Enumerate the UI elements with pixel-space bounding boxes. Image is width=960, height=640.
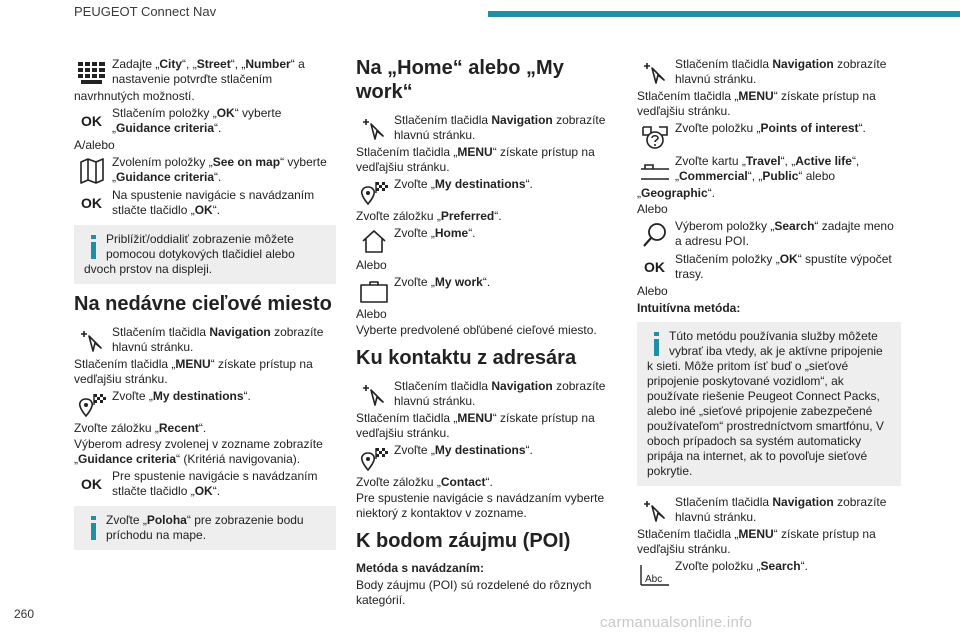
step-press-navigation: Stlačením tlačidla Navigation zobrazíte hlavnú stránku. xyxy=(74,324,336,356)
column-2 xyxy=(356,56,618,609)
select-contact-text: Pre spustenie navigácie s navádzaním vyberte niektorý z kontaktov v zozname. xyxy=(356,491,605,520)
heading-home-work: Na „Home“ alebo „My work“ xyxy=(356,57,564,103)
heading-recent-destination: Na nedávne cieľové miesto xyxy=(74,293,332,315)
navigation-icon xyxy=(74,325,109,356)
step-search-poi: Výberom položky „Search“ zadajte meno a adresu POI. xyxy=(637,218,901,250)
alebo-text: A/alebo xyxy=(74,138,115,152)
step-my-destinations: Zvoľte „My destinations“. xyxy=(74,388,336,420)
intuitive-method-label: Intuitívna metóda: xyxy=(637,301,741,315)
select-address-text: Výberom adresy zvolenej v zozname zobrazíte „Guidance criteria“ (Kritériá navigovania). xyxy=(74,437,323,466)
step-points-of-interest: Zvoľte položku „Points of interest“. xyxy=(637,120,901,152)
alebo-text: Alebo xyxy=(637,284,668,298)
home-icon xyxy=(356,226,391,257)
navigation-icon xyxy=(356,379,391,410)
heading-poi: K bodom záujmu (POI) xyxy=(356,530,571,552)
navigation-icon xyxy=(637,495,672,526)
alebo-text: Alebo xyxy=(356,258,387,272)
alebo-text: Alebo xyxy=(356,307,387,321)
step-category-tab: Zvoľte kartu „Travel“, „Active life“, „Commercial“, „Public“ alebo xyxy=(637,153,901,185)
info-note-position: Zvoľte „Poloha“ pre zobrazenie bodu príchodu na mape. xyxy=(74,506,336,550)
step-my-work: Zvoľte „My work“. xyxy=(356,274,618,306)
page-number: 260 xyxy=(14,607,35,621)
step-my-destinations: Zvoľte „My destinations“. xyxy=(356,176,618,208)
info-note-zoom: Priblížiť/oddialiť zobrazenie môžete pomocou dotykových tlačidiel alebo dvoch prstov na displeji. xyxy=(74,225,336,284)
destinations-icon xyxy=(356,443,391,474)
heading-contact: Ku kontaktu z adresára xyxy=(356,347,577,369)
header-accent-bar xyxy=(488,11,960,17)
info-icon xyxy=(87,235,101,259)
step-text: Zadajte „City“, „Street“, „Number“ a nastavenie potvrďte stlačením xyxy=(112,57,305,86)
destinations-icon xyxy=(74,389,109,420)
search-abc-icon xyxy=(637,559,672,590)
info-note-connection: Túto metódu používania služby môžete vybrať iba vtedy, ak je aktívne pripojenie k sieti. Môže pritom ísť buď o „sieťové pripojenie poskytované vozidlom“, ak používate riešenie Peugeot Connect Packs, alebo iné „sieťové pripojenie zabezpečené používateľom“ prostredníctvom smartfónu, V oboch prípadoch sa systém automaticky pripája na internet, ak to povoľuje sieťové pokrytie. xyxy=(637,322,901,486)
points-of-interest-icon xyxy=(637,121,672,152)
guided-method-label: Metóda s navádzaním: xyxy=(356,561,485,575)
map-icon xyxy=(74,155,109,186)
menu-text: Stlačením tlačidla „MENU“ získate prístup na vedľajšiu stránku. xyxy=(74,357,313,386)
navigation-icon xyxy=(356,113,391,144)
step-press-navigation: Stlačením tlačidla Navigation zobrazíte hlavnú stránku. xyxy=(637,56,901,88)
menu-text: Stlačením tlačidla „MENU“ získate prístup na vedľajšiu stránku. xyxy=(356,411,595,440)
menu-text: Stlačením tlačidla „MENU“ získate prístup na vedľajšiu stránku. xyxy=(637,89,876,118)
header-title: PEUGEOT Connect Nav xyxy=(74,4,217,19)
categories-icon xyxy=(637,154,672,185)
preferred-destination-text: Vyberte predvolené obľúbené cieľové miesto. xyxy=(356,323,597,337)
info-icon xyxy=(650,332,664,356)
step-enter-address xyxy=(74,56,336,88)
ok-icon: OK xyxy=(81,195,102,211)
step-my-destinations: Zvoľte „My destinations“. xyxy=(356,442,618,474)
destinations-icon xyxy=(356,177,391,208)
ok-icon: OK xyxy=(81,476,102,492)
step-ok-guidance: OK Stlačením položky „OK“ vyberte „Guidance criteria“. xyxy=(74,105,336,137)
keyboard-icon xyxy=(74,57,109,88)
info-icon xyxy=(87,516,101,540)
step-press-navigation: Stlačením tlačidla Navigation zobrazíte hlavnú stránku. xyxy=(637,494,901,526)
step-press-navigation: Stlačením tlačidla Navigation zobrazíte hlavnú stránku. xyxy=(356,378,618,410)
poi-categories-text: Body záujmu (POI) sú rozdelené do rôznych kategórií. xyxy=(356,578,592,607)
step-ok-route: OK Stlačením položky „OK“ spustíte výpočet trasy. xyxy=(637,251,901,283)
step-text-cont: navrhnutých možností. xyxy=(74,89,195,103)
svg-text:Abc: Abc xyxy=(644,573,662,585)
work-icon xyxy=(356,275,391,306)
geographic-text: „Geographic“. xyxy=(637,186,716,200)
search-icon xyxy=(637,219,672,250)
navigation-icon xyxy=(637,57,672,88)
step-see-on-map: Zvolením položky „See on map“ vyberte „Guidance criteria“. xyxy=(74,154,336,186)
ok-icon: OK xyxy=(81,113,102,129)
step-home: Zvoľte „Home“. xyxy=(356,225,618,257)
step-start-navigation: OK Na spustenie navigácie s navádzaním stlačte tlačidlo „OK“. xyxy=(74,187,336,219)
step-search: Abc Zvoľte položku „Search“. xyxy=(637,558,901,590)
recent-tab-text: Zvoľte záložku „Recent“. xyxy=(74,421,207,435)
step-press-navigation: Stlačením tlačidla Navigation zobrazíte hlavnú stránku. xyxy=(356,112,618,144)
menu-text: Stlačením tlačidla „MENU“ získate prístup na vedľajšiu stránku. xyxy=(637,527,876,556)
column-1 xyxy=(74,56,336,558)
contact-tab-text: Zvoľte záložku „Contact“. xyxy=(356,475,493,489)
watermark: carmanualsonline.info xyxy=(600,614,753,631)
preferred-tab-text: Zvoľte záložku „Preferred“. xyxy=(356,209,502,223)
step-start-navigation-2: OK Pre spustenie navigácie s navádzaním stlačte tlačidlo „OK“. xyxy=(74,468,336,500)
ok-icon: OK xyxy=(644,259,665,275)
alebo-text: Alebo xyxy=(637,202,668,216)
column-3 xyxy=(637,56,901,591)
menu-text: Stlačením tlačidla „MENU“ získate prístup na vedľajšiu stránku. xyxy=(356,145,595,174)
